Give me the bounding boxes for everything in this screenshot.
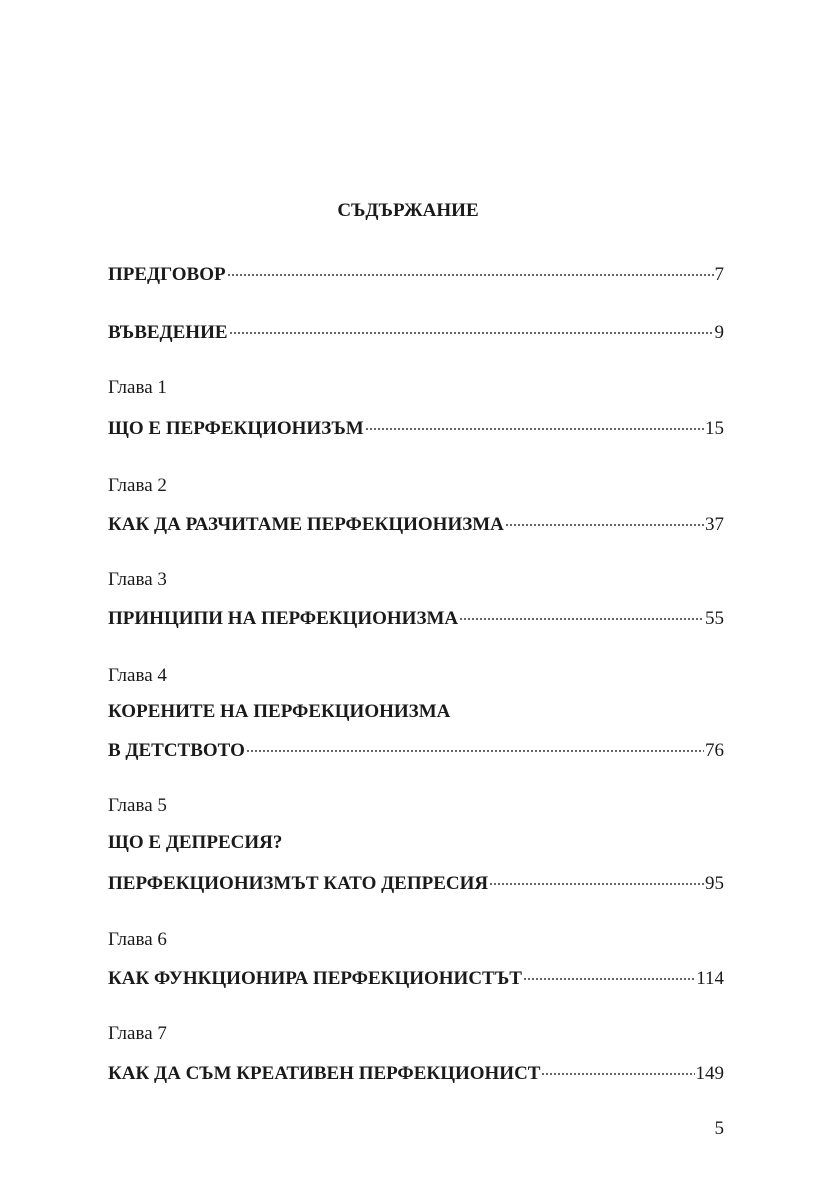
chapter-label: Глава 4 <box>108 665 167 686</box>
chapter-label: Глава 6 <box>108 929 167 950</box>
entry-title: ПРЕДГОВОР <box>108 264 226 285</box>
toc-entry-introduction[interactable] <box>108 318 724 345</box>
chapter-label: Глава 1 <box>108 377 167 398</box>
chapter-label: Глава 3 <box>108 569 167 590</box>
entry-page: 95 <box>705 873 724 894</box>
entry-title: В ДЕТСТВОТО <box>108 740 245 761</box>
chapter-label: Глава 2 <box>108 475 167 496</box>
toc-heading: СЪДЪРЖАНИЕ <box>337 200 479 221</box>
dot-leader <box>365 414 704 434</box>
entry-page: 15 <box>705 418 724 439</box>
entry-title: ПРИНЦИПИ НА ПЕРФЕКЦИОНИЗМА <box>108 608 459 629</box>
toc-entry-chapter-3[interactable] <box>108 604 724 631</box>
entry-page: 149 <box>695 1063 724 1084</box>
dot-leader <box>229 318 714 338</box>
dot-leader <box>541 1059 694 1079</box>
toc-entry-chapter-5[interactable] <box>108 869 724 896</box>
entry-title: ВЪВЕДЕНИЕ <box>108 322 228 343</box>
toc-entry-chapter-4[interactable] <box>108 736 724 763</box>
dot-leader <box>489 869 704 889</box>
dot-leader <box>227 260 714 280</box>
entry-title-line1: КОРЕНИТЕ НА ПЕРФЕКЦИОНИЗМА <box>108 701 451 722</box>
toc-entry-chapter-7[interactable] <box>108 1059 724 1086</box>
entry-title: КАК ДА РАЗЧИТАМЕ ПЕРФЕКЦИОНИЗМА <box>108 514 504 535</box>
entry-title: ПЕРФЕКЦИОНИЗМЪТ КАТО ДЕПРЕСИЯ <box>108 873 489 894</box>
toc-entry-chapter-6[interactable] <box>108 964 724 991</box>
dot-leader <box>246 736 704 756</box>
entry-title: КАК ФУНКЦИОНИРА ПЕРФЕКЦИОНИСТЪТ <box>108 968 522 989</box>
chapter-label: Глава 5 <box>108 795 167 816</box>
entry-page: 114 <box>696 968 724 989</box>
entry-title: КАК ДА СЪМ КРЕАТИВЕН ПЕРФЕКЦИОНИСТ <box>108 1063 541 1084</box>
entry-page: 37 <box>705 514 724 535</box>
entry-page: 76 <box>705 740 724 761</box>
entry-page: 7 <box>714 264 724 285</box>
toc-entry-chapter-2[interactable] <box>108 510 724 537</box>
entry-page: 9 <box>714 322 724 343</box>
entry-title-line1: ЩО Е ДЕПРЕСИЯ? <box>108 832 283 853</box>
chapter-label: Глава 7 <box>108 1023 167 1044</box>
dot-leader <box>523 964 695 984</box>
entry-title: ЩО Е ПЕРФЕКЦИОНИЗЪМ <box>108 418 364 439</box>
toc-entry-chapter-1[interactable] <box>108 414 724 441</box>
toc-entry-preface[interactable] <box>108 260 724 287</box>
dot-leader <box>459 604 704 624</box>
dot-leader <box>505 510 704 530</box>
entry-page: 55 <box>705 608 724 629</box>
page-number: 5 <box>714 1118 724 1139</box>
